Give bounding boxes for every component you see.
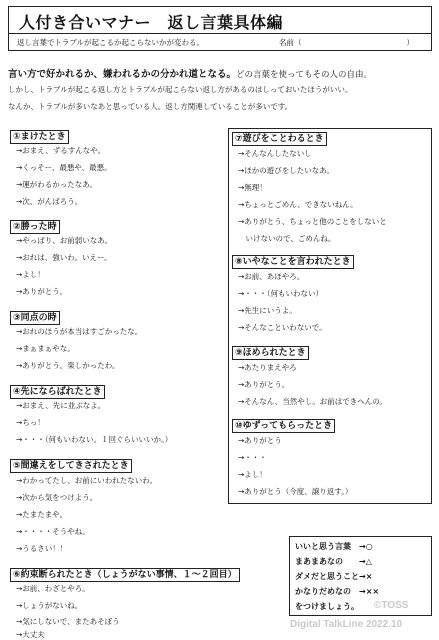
section-line: →先生にいうよ。: [238, 306, 297, 315]
section-line: いけないので、ごめんね。: [238, 234, 336, 243]
section-line: →・・・（何もいわない。１回ぐらいいいか。）: [16, 435, 173, 444]
section-line: →次、がんばろう。: [16, 197, 83, 206]
section-line: →ありがとう。: [238, 380, 290, 389]
legend-line-instruction: をつけましょう。: [295, 602, 359, 611]
section-line: →あたりまえやろ: [238, 363, 297, 372]
intro-lead: 言い方で好かれるか、嫌われるかの分かれ道となる。: [8, 69, 237, 80]
section-heading-declined: ⑥約束断られたとき（しょうがない事情、１～２回目）: [10, 568, 240, 582]
section-line: →大丈夫: [16, 630, 45, 639]
legend-line-very-bad: かなりだめなの →××: [295, 587, 380, 596]
section-line: →たまたまや。: [16, 510, 68, 519]
subtitle-box: [8, 33, 432, 51]
intro-line-3: なんか、トラブルが多いなあと思っている人。返し方関連していることが多いです。: [8, 102, 293, 111]
legend-line-ok: まあまあなの →△: [295, 557, 372, 566]
section-line: →わかってたし、お前にいわれたないわ。: [16, 476, 157, 485]
legend-line-bad: ダメだと思うこと→×: [295, 572, 373, 581]
section-line: →よし！: [238, 470, 267, 479]
intro-line-2: しかし、トラブルが起こる返し方とトラブルが起こらない返し方があるのはしっておいたほうがいい。: [8, 85, 353, 94]
section-heading-given-way: ⑩ゆずってもらったとき: [232, 419, 335, 433]
section-heading-tie: ③同点の時: [10, 311, 60, 325]
section-line: →お前、あほやろ。: [238, 272, 305, 281]
section-line: →そんなん、当然やし。お前はできへんの。: [238, 397, 387, 406]
section-line: →・・・（何もいわない）: [238, 289, 324, 298]
section-line: →ありがとう: [238, 436, 282, 445]
intro-lead-rest: どの言葉を使ってもその人の自由。: [236, 70, 373, 80]
legend-line-good: いいと思う言葉 →○: [295, 542, 373, 551]
section-line: →おれは、強いわ。いえー。: [16, 253, 112, 262]
section-line: →うるさい！！: [16, 544, 68, 553]
section-line: →次から気をつけよう。: [16, 493, 98, 502]
section-line: →ありがとう（今度、譲り返す。）: [238, 487, 353, 496]
section-heading-praised: ⑨ほめられたとき: [232, 346, 309, 360]
section-line: →気にしないで、またあそぼう: [16, 617, 120, 626]
section-line: →・・・: [238, 453, 267, 462]
title-box: [8, 6, 432, 33]
section-line: →くっそー、最悪や、最悪。: [16, 163, 112, 172]
section-line: →おれのほうが本当はすごかったな。: [16, 327, 143, 336]
copyright-watermark: ©TOSS: [374, 600, 409, 611]
section-heading-cut-in-line: ④先にならばれたとき: [10, 385, 105, 399]
section-line: →お前、わざとやろ。: [16, 584, 90, 593]
section-line: →ありがとう、ちょっと他のことをしないと: [238, 217, 387, 226]
section-line: →おまえ、ずるすんなや。: [16, 146, 106, 155]
intro-line-1: [8, 66, 372, 80]
section-line: →しょうがないね。: [16, 601, 83, 610]
section-line: →おまえ、先に並ぶなよ。: [16, 401, 106, 410]
page-title: 人付き合いマナー 返し言葉具体編: [19, 13, 284, 32]
footer-watermark: Digital TalkLine 2022.10: [290, 619, 403, 630]
section-line: →そんなんしたないし: [238, 149, 312, 158]
section-heading-refuse-play: ⑦遊びをことわるとき: [232, 132, 327, 146]
section-line: →まぁまぁやな。: [16, 344, 75, 353]
section-line: →ほかの遊びをしたいなあ。: [238, 166, 334, 175]
section-line: →ちっ！: [16, 418, 45, 427]
subtitle: 返し言葉でトラブルが起こるか起こらないかが変わる。: [17, 38, 205, 47]
section-line: →無理！: [238, 183, 267, 192]
section-line: →・・・・そうやね。: [16, 527, 90, 536]
section-line: →そんなこといわないで。: [238, 323, 327, 332]
section-heading-lose: ①まけたとき: [10, 130, 69, 144]
section-heading-insulted: ⑧いやなことを言われたとき: [232, 255, 354, 269]
section-line: →やっぱり、お前弱いなあ。: [16, 236, 112, 245]
section-line: →よし！: [16, 270, 45, 279]
section-heading-win: ②勝った時: [10, 220, 60, 234]
section-line: →ちょっとごめん、できないねん。: [238, 200, 358, 209]
section-line: →ありがとう。: [16, 287, 68, 296]
section-heading-mistake-pointed: ⑤間違えをしてきされたとき: [10, 459, 132, 473]
section-line: →ありがとう。楽しかったわ。: [16, 361, 120, 370]
name-field-label: 名前（ ）: [279, 38, 414, 47]
section-line: →運がわるかったなあ。: [16, 180, 97, 189]
